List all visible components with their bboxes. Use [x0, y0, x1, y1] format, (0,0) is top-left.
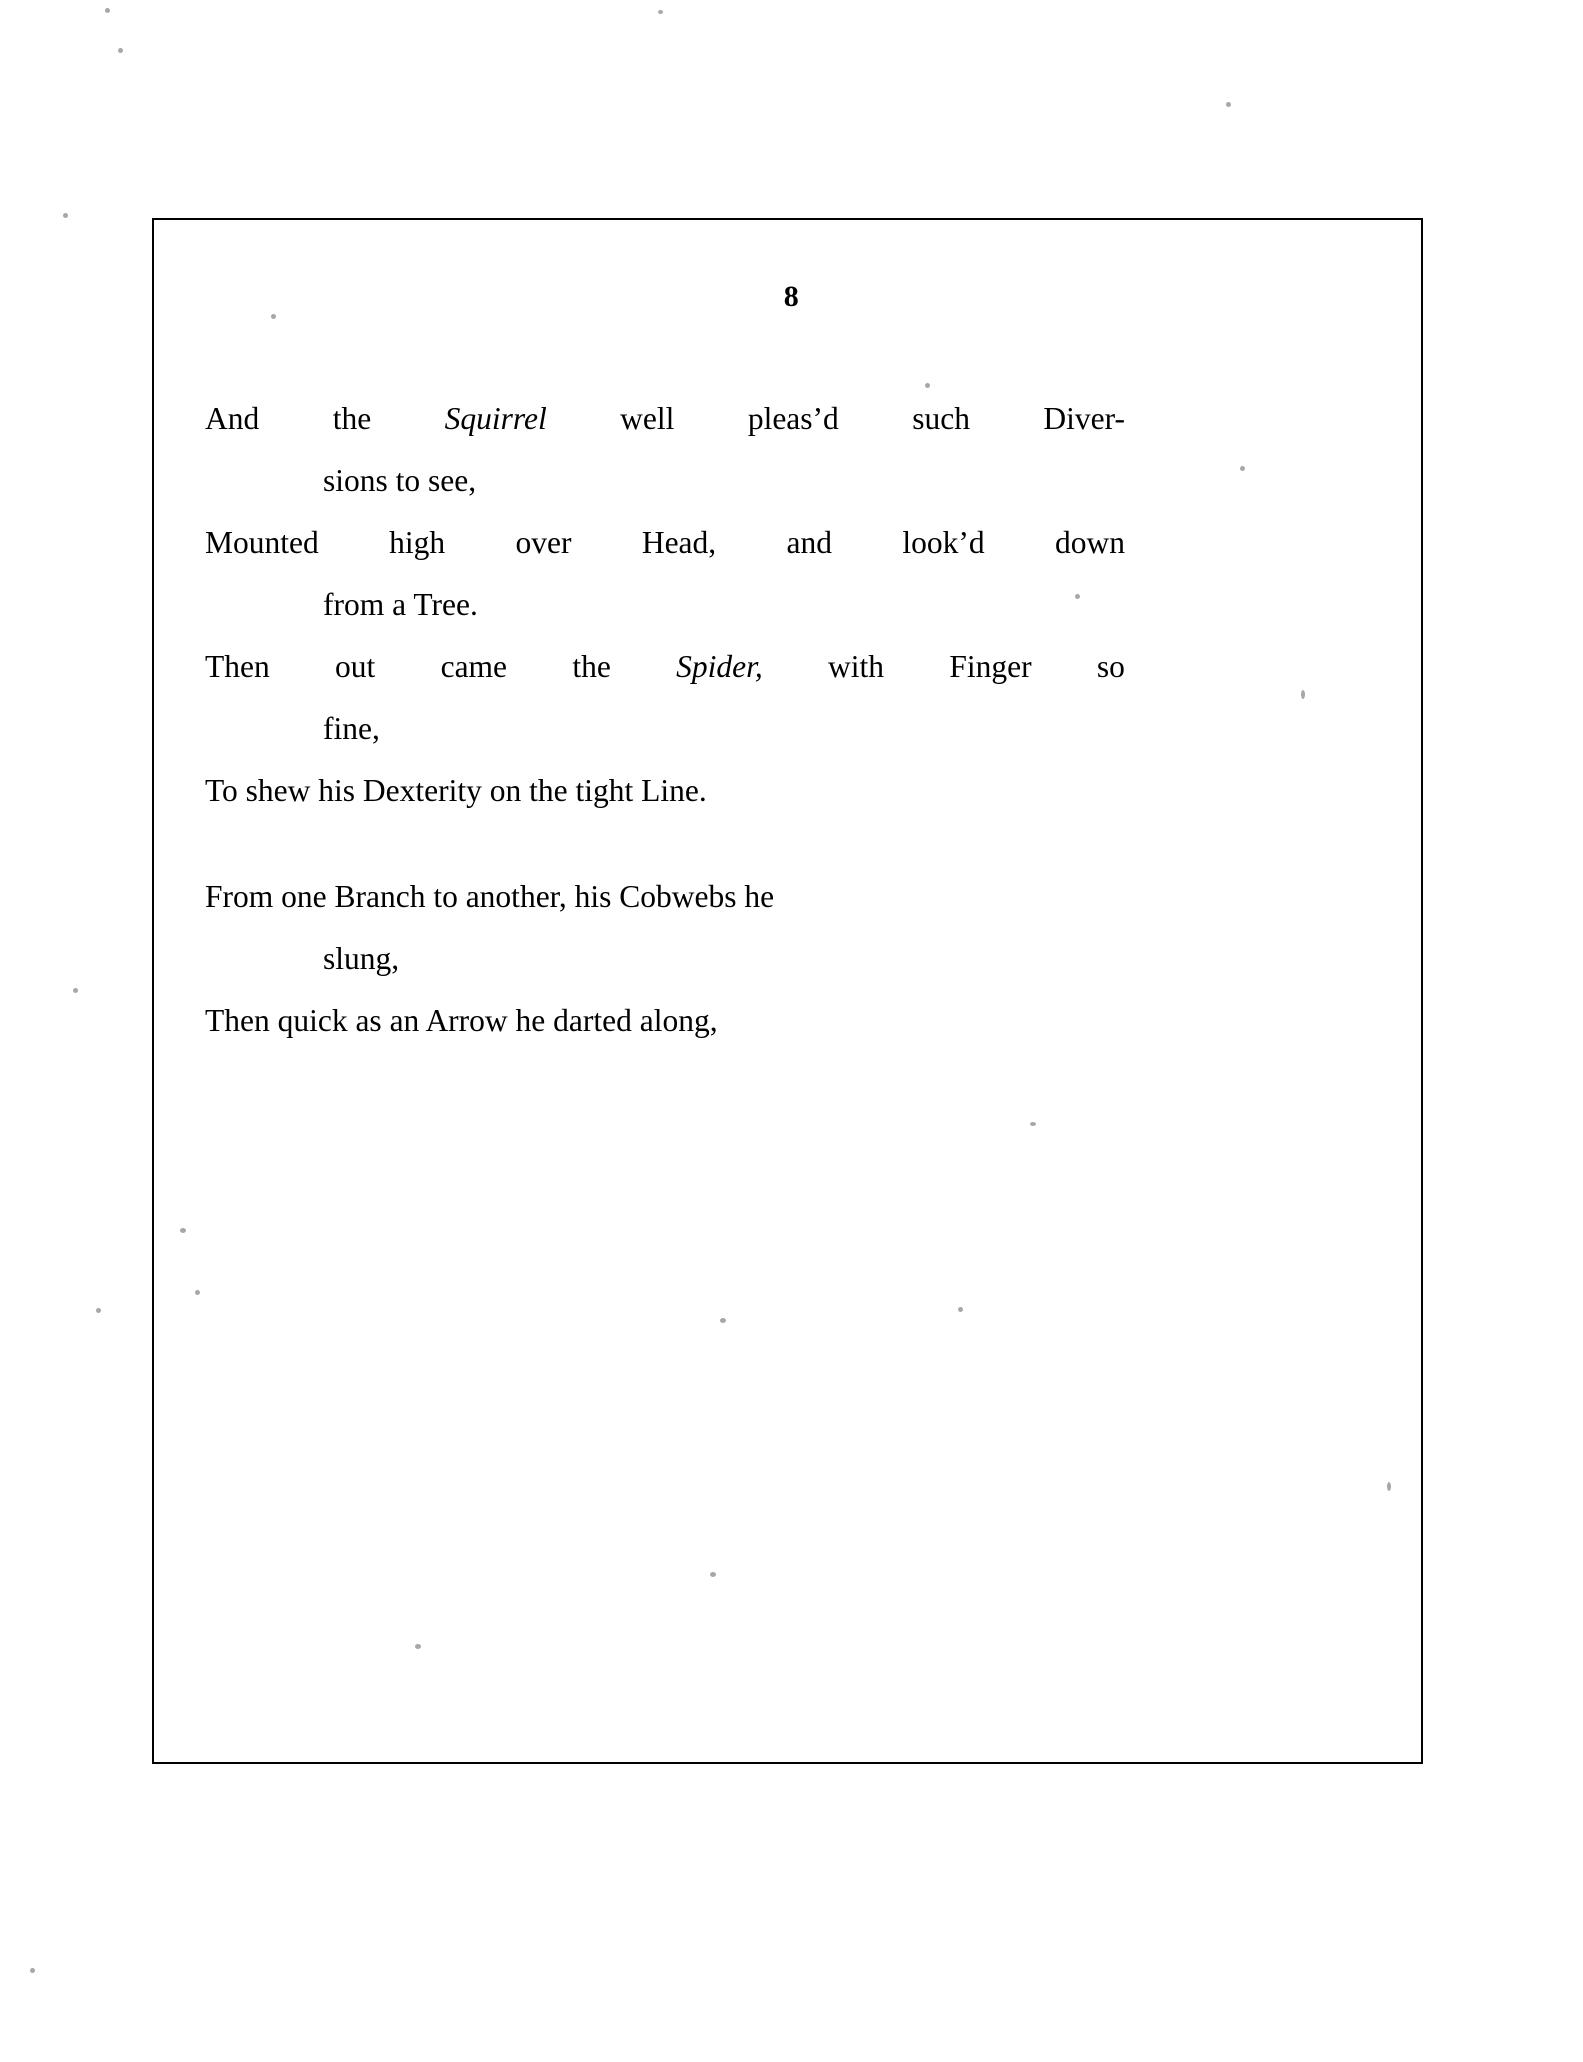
poem-line — [205, 698, 1125, 760]
poem-stanza — [205, 866, 1125, 1052]
poem-word: with — [828, 649, 885, 684]
poem-line — [205, 636, 1125, 698]
poem-word: fine, — [323, 711, 380, 746]
poem-line — [205, 928, 1125, 990]
scan-speck — [1226, 102, 1231, 107]
scan-speck — [925, 383, 930, 388]
poem-word: the — [572, 649, 611, 684]
scan-speck — [415, 1644, 421, 1649]
poem-word: slung, — [323, 941, 400, 976]
poem-word: and — [786, 525, 833, 560]
poem-word: Then quick as an Arrow he darted along, — [205, 1003, 718, 1038]
scan-speck — [30, 1968, 35, 1973]
poem-word: from a Tree. — [323, 587, 478, 622]
scan-speck — [63, 213, 68, 218]
scan-speck — [1075, 594, 1080, 599]
scan-speck — [73, 988, 78, 993]
page-number: 8 — [783, 280, 800, 313]
poem-word: sions to see, — [323, 463, 477, 498]
poem-word: And — [205, 401, 260, 436]
scan-speck — [720, 1318, 726, 1323]
poem-word: Finger — [949, 649, 1032, 684]
scan-speck — [118, 48, 123, 53]
poem-word: Mounted — [205, 525, 319, 560]
poem-line — [205, 760, 1125, 822]
poem-word: Then — [205, 649, 270, 684]
scan-speck — [1030, 1122, 1036, 1126]
poem-stanza — [205, 388, 1125, 822]
poem-word: the — [332, 401, 372, 436]
poem-word: Diver- — [1043, 401, 1125, 436]
poem-word: such — [912, 401, 970, 436]
scan-speck — [958, 1307, 963, 1312]
scan-speck — [105, 8, 110, 13]
poem-word: high — [389, 525, 446, 560]
poem-word: well — [620, 401, 675, 436]
scan-speck — [1301, 690, 1305, 699]
scan-speck — [710, 1572, 716, 1577]
scan-speck — [96, 1308, 101, 1313]
poem-word-italic: Squirrel — [444, 401, 547, 436]
poem-line — [205, 574, 1125, 636]
poem-word: From one Branch to another, his Cobwebs he — [205, 879, 775, 914]
poem-word-italic: Spider, — [676, 649, 763, 684]
poem-word: so — [1096, 649, 1125, 684]
poem-word: out — [335, 649, 376, 684]
poem-word: To shew his Dexterity on the tight Line. — [205, 773, 707, 808]
poem-word: down — [1054, 525, 1125, 560]
poem-word: pleas’d — [747, 401, 839, 436]
poem-word: Head, — [641, 525, 717, 560]
poem-line — [205, 512, 1125, 574]
poem-word: over — [515, 525, 572, 560]
poem-word: came — [440, 649, 508, 684]
scan-speck — [1387, 1482, 1391, 1491]
poem-body — [205, 388, 1125, 1052]
poem-line — [205, 866, 1125, 928]
poem-line — [205, 990, 1125, 1052]
scan-speck — [1240, 466, 1245, 471]
scan-speck — [195, 1290, 200, 1295]
poem-line — [205, 450, 1125, 512]
scan-speck — [271, 314, 276, 319]
poem-line — [205, 388, 1125, 450]
poem-word: look’d — [902, 525, 985, 560]
scan-speck — [180, 1228, 186, 1233]
scan-speck — [658, 10, 663, 14]
